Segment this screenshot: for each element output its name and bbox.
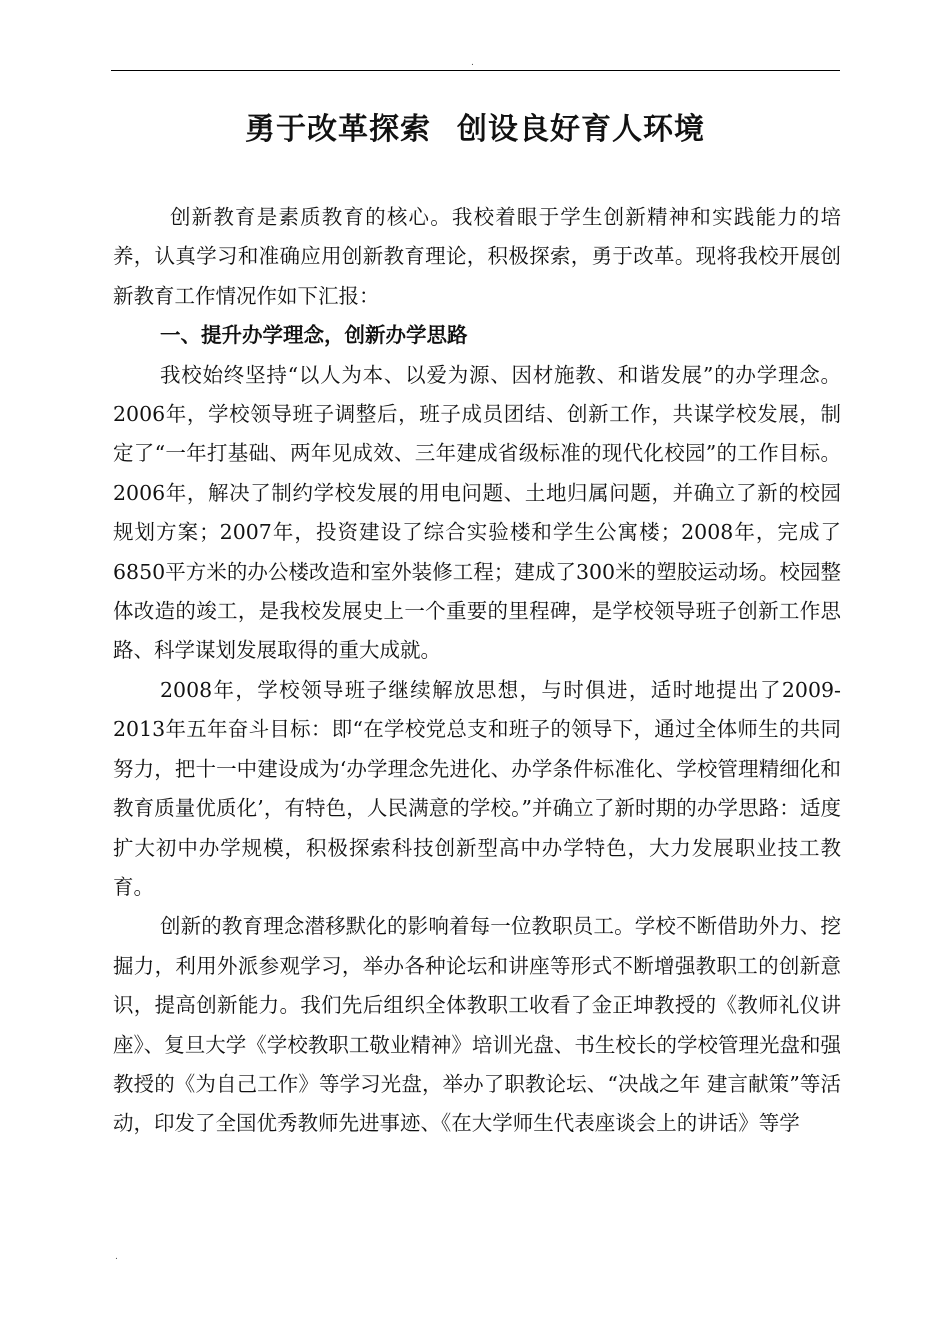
document-body: [113, 198, 841, 1144]
section-heading: 一、提升办学理念，创新办学思路: [160, 323, 468, 348]
title-part-1: 勇于改革探索: [245, 112, 431, 147]
header-rule: [111, 70, 840, 71]
title-part-2: 创设良好育人环境: [457, 112, 705, 147]
paragraph-1: 我校始终坚持“以人为本、以爱为源、因材施教、和谐发展”的办学理念。2006年，学校领导班子调整后，班子成员团结、创新工作，共谋学校发展，制定了“一年打基础、两年见成效、三年建成省级标准的现代化校园”的工作目标。2006年，解决了制约学校发展的用电问题、土地归属问题，并确立了新的校园规划方案；2007年，投资建设了综合实验楼和学生公寓楼；2008年，完成了6850平方米的办公楼改造和室外装修工程；建成了300米的塑胶运动场。校园整体改造的竣工，是我校发展史上一个重要的里程碑，是学校领导班子创新工作思路、科学谋划发展取得的重大成就。: [113, 362, 841, 663]
paragraph-2: 2008年，学校领导班子继续解放思想，与时俱进，适时地提出了2009-2013年五年奋斗目标：即“在学校党总支和班子的领导下，通过全体师生的共同努力，把十一中建设成为‘办学理念先进化、办学条件标准化、学校管理精细化和教育质量优质化’，有特色，人民满意的学校。”并确立了新时期的办学思路：适度扩大初中办学规模，积极探索科技创新型高中办学特色，大力发展职业技工教育。: [113, 677, 841, 899]
intro-paragraph: 创新教育是素质教育的核心。我校着眼于学生创新精神和实践能力的培养，认真学习和准确应用创新教育理论，积极探索，勇于改革。现将我校开展创新教育工作情况作如下汇报：: [113, 205, 841, 308]
header-mark: .: [471, 58, 474, 68]
footer-mark: .: [115, 1252, 118, 1262]
paragraph-3: 创新的教育理念潜移默化的影响着每一位教职员工。学校不断借助外力、挖掘力，利用外派参观学习，举办各种论坛和讲座等形式不断增强教职工的创新意识，提高创新能力。我们先后组织全体教职工收看了金正坤教授的《教师礼仪讲座》、复旦大学《学校教职工敬业精神》培训光盘、书生校长的学校管理光盘和强教授的《为自己工作》等学习光盘，举办了职教论坛、“决战之年 建言献策”等活动，印发了全国优秀教师先进事迹、《在大学师生代表座谈会上的讲话》等学: [113, 914, 841, 1136]
document-title: [0, 110, 950, 150]
